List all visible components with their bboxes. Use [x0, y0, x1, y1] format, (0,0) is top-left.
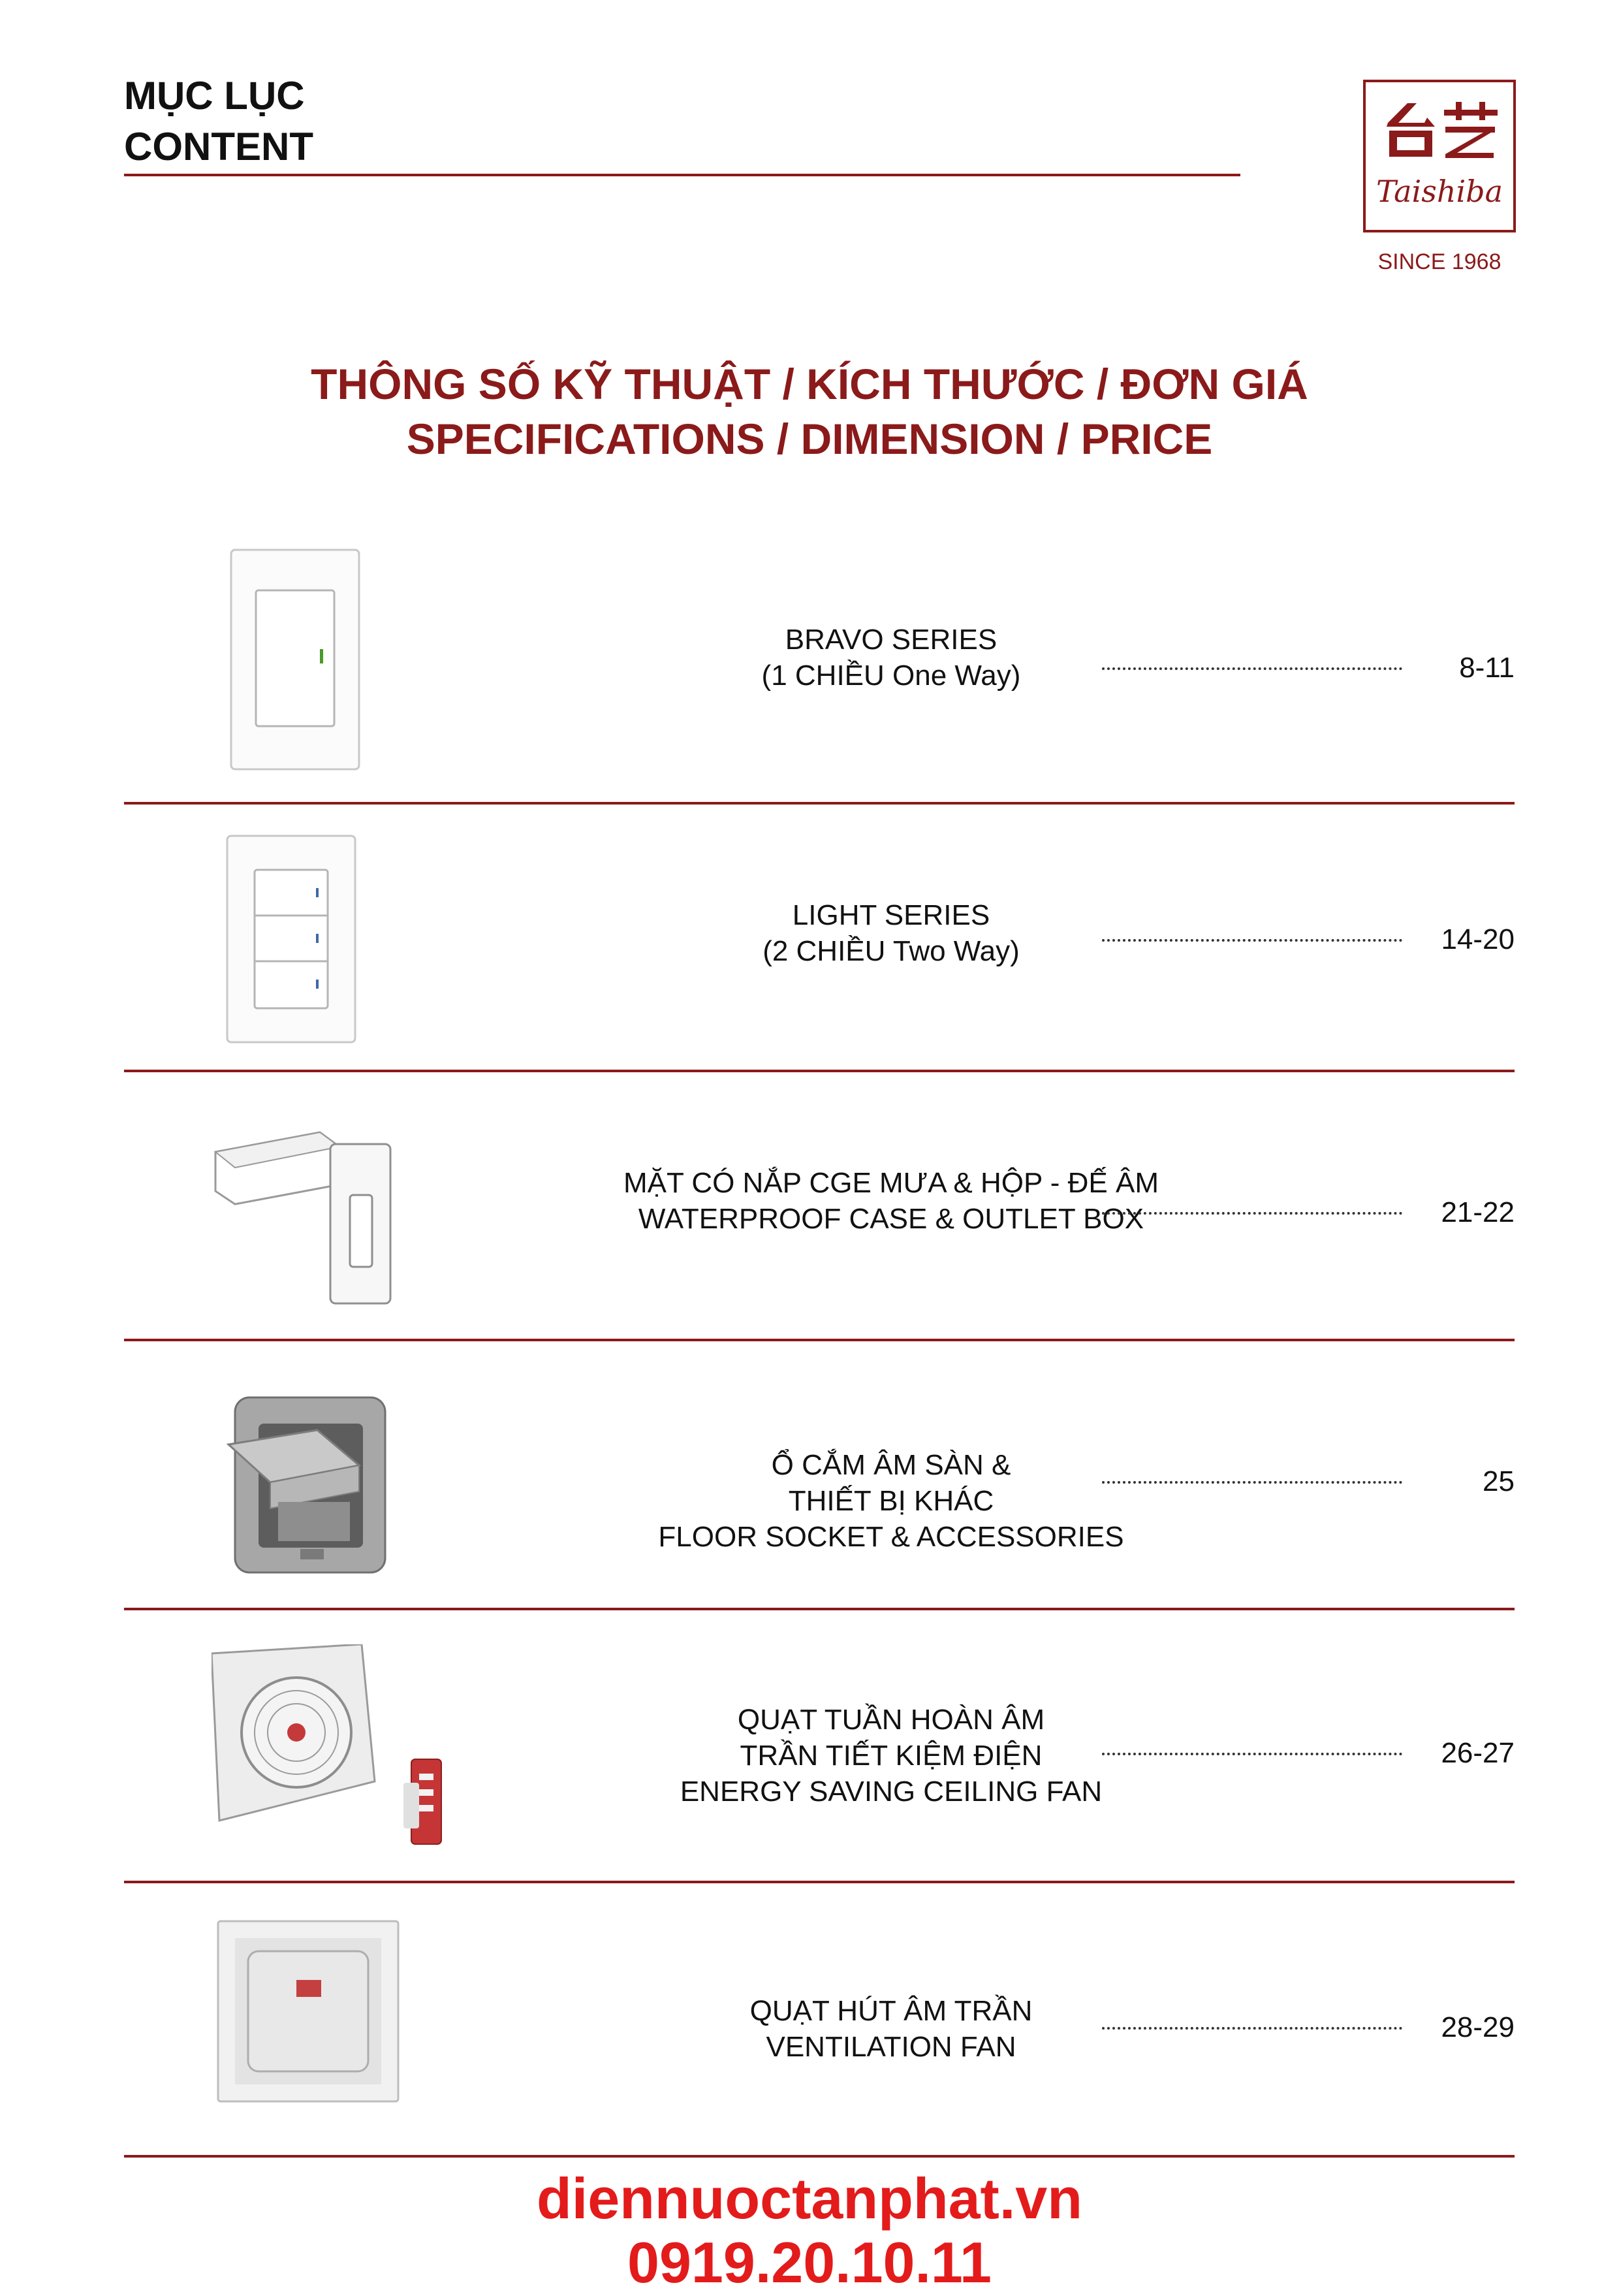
toc-row-text: [457, 1447, 1325, 1555]
toc-row[interactable]: [124, 1378, 1515, 1593]
leader-dots: [1102, 1481, 1402, 1484]
content-header: [124, 71, 313, 172]
waterproof-case-icon: [202, 1113, 398, 1309]
toc-row-line: QUẠT TUẦN HOÀN ÂM: [737, 1704, 1045, 1736]
leader-dots: [1102, 1212, 1402, 1215]
page-number: 14-20: [1441, 923, 1515, 955]
triple-switch-icon: [226, 835, 356, 1044]
brand-mark-icon: [1379, 101, 1500, 159]
header-divider: [124, 174, 1240, 176]
brand-wordmark: Taishiba: [1375, 174, 1503, 209]
header-title-en: CONTENT: [124, 125, 313, 168]
toc-row-line: (1 CHIỀU One Way): [761, 660, 1021, 692]
toc-row-text: [457, 622, 1325, 694]
toc-row-line: QUẠT HÚT ÂM TRẦN: [749, 1995, 1033, 2027]
toc-row[interactable]: [124, 829, 1515, 1058]
toc-row[interactable]: [124, 542, 1515, 784]
leader-dots: [1102, 1753, 1402, 1755]
toc-row-line: FLOOR SOCKET & ACCESSORIES: [658, 1521, 1124, 1553]
toc-row-line: BRAVO SERIES: [785, 624, 998, 656]
toc-row-line: VENTILATION FAN: [766, 2031, 1016, 2063]
row-divider: [124, 1339, 1515, 1341]
header-title-vi: MỤC LỤC: [124, 74, 305, 118]
row-divider: [124, 802, 1515, 805]
ventilation-fan-icon: [215, 1919, 405, 2108]
toc-row[interactable]: [124, 1104, 1515, 1332]
page-number: 8-11: [1459, 652, 1515, 684]
toc-row-text: [457, 1165, 1325, 1237]
leader-dots: [1102, 939, 1402, 942]
toc-row-text: [457, 897, 1325, 969]
row-divider: [124, 1070, 1515, 1072]
toc-row-text: [457, 1702, 1325, 1810]
row-divider: [124, 1608, 1515, 1610]
toc-row[interactable]: [124, 1913, 1515, 2155]
toc-row-line: ENERGY SAVING CEILING FAN: [680, 1776, 1103, 1808]
leader-dots: [1102, 2027, 1402, 2030]
floor-socket-icon: [202, 1384, 392, 1580]
page-title-vi: THÔNG SỐ KỸ THUẬT / KÍCH THƯỚC / ĐƠN GIÁ: [311, 360, 1308, 408]
page-number: 26-27: [1441, 1737, 1515, 1769]
brand-since: SINCE 1968: [1377, 249, 1501, 274]
ceiling-fan-icon: [212, 1644, 499, 1879]
single-switch-icon: [230, 549, 360, 771]
page-number: 28-29: [1441, 2011, 1515, 2043]
row-divider: [124, 1881, 1515, 1883]
toc-row-line: MẶT CÓ NẮP CGE MƯA & HỘP - ĐẾ ÂM: [623, 1167, 1159, 1199]
page-title-en: SPECIFICATIONS / DIMENSION / PRICE: [406, 415, 1213, 463]
page-number: 21-22: [1441, 1196, 1515, 1228]
toc-row-line: THIẾT BỊ KHÁC: [788, 1485, 994, 1517]
row-divider: [124, 2155, 1515, 2158]
toc-row-line: WATERPROOF CASE & OUTLET BOX: [638, 1203, 1144, 1235]
leader-dots: [1102, 667, 1402, 670]
footer-website: diennuoctanphat.vn: [537, 2166, 1082, 2231]
toc-row-line: Ổ CẮM ÂM SÀN &: [771, 1449, 1011, 1481]
toc-row-line: (2 CHIỀU Two Way): [762, 935, 1020, 967]
page-number: 25: [1483, 1465, 1515, 1497]
toc-row-line: TRẦN TIẾT KIỆM ĐIỆN: [740, 1740, 1043, 1772]
toc-row-line: LIGHT SERIES: [792, 899, 990, 931]
footer-phone: 0919.20.10.11: [627, 2230, 992, 2295]
brand-logo: [1363, 80, 1516, 232]
toc-row[interactable]: [124, 1639, 1515, 1881]
